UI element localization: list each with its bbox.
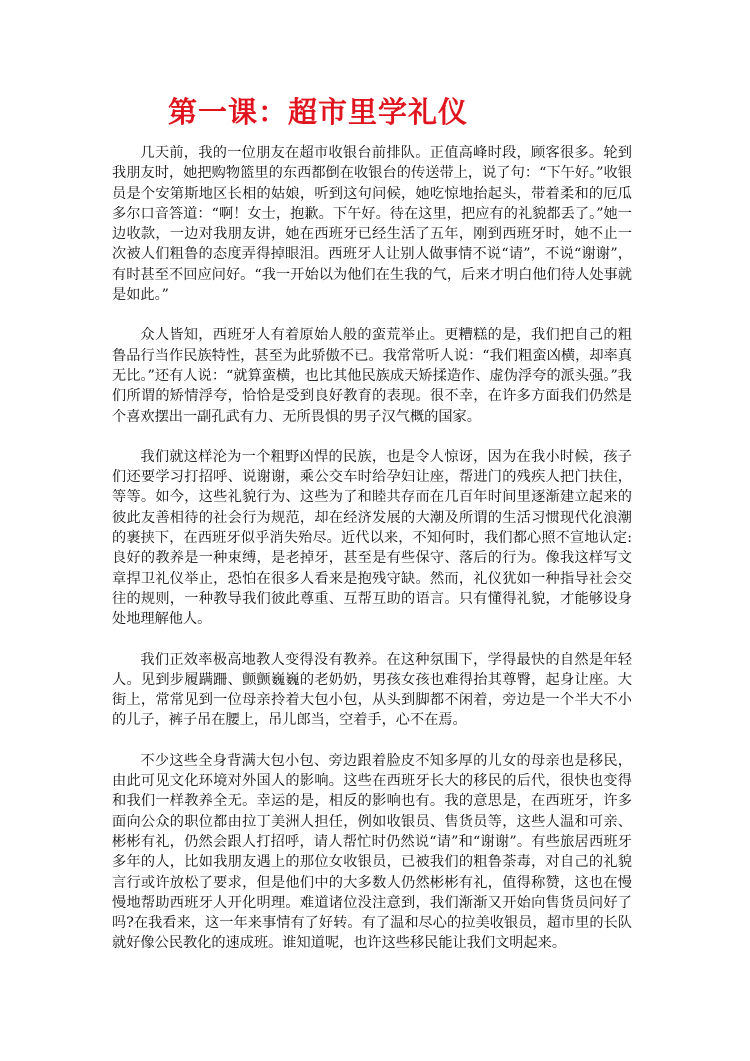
paragraph-3: 我们就这样沦为一个粗野凶悍的民族，也是令人惊讶，因为在我小时候，孩子们还要学习打招呼、说谢谢，乘公交车时给孕妇让座，帮进门的残疾人把门扶住，等等。如今，这些礼貌行为、这些为了和睦共存而在几百年时间里逐渐建立起来的彼此友善相待的社会行为规范，却在经济发展的大潮及所谓的生活习惯现代化浪潮的裹挟下，在西班牙似乎消失殆尽。近代以来，不知何时，我们都心照不宣地认定:良好的教养是一种束缚，是老掉牙，甚至是有些保守、落后的行为。像我这样写文章捍卫礼仪举止，恐怕在很多人看来是抱残守缺。然而，礼仪犹如一种指导社会交往的规则，一种教导我们彼此尊重、互帮互助的语言。只有懂得礼貌，才能够设身处地理解他人。 xyxy=(112,448,632,628)
page-title: 第一课：超市里学礼仪 xyxy=(168,95,469,129)
paragraph-1: 几天前，我的一位朋友在超市收银台前排队。正值高峰时段，顾客很多。轮到我朋友时，她把购物篮里的东西都倒在收银台的传送带上，说了句：“下午好。”收银员是个安第斯地区长相的姑娘，听到这句问候，她吃惊地抬起头，带着柔和的厄瓜多尔口音答道：“啊！女士，抱歉。下午好。待在这里，把应有的礼貌都丢了。”她一边收款，一边对我朋友讲，她在西班牙已经生活了五年，刚到西班牙时，她不止一次被人们粗鲁的态度弄得掉眼泪。西班牙人让别人做事情不说“请”，不说“谢谢”，有时甚至不回应问好。“我一开始以为他们在生我的气，后来才明白他们待人处事就是如此。” xyxy=(112,145,632,304)
paragraph-4: 我们正效率极高地教人变得没有教养。在这种氛围下，学得最快的自然是年轻人。见到步履蹒跚、颤颤巍巍的老奶奶，男孩女孩也难得抬其尊臀，起身让座。大街上，常常见到一位母亲拎着大包小包，从头到脚都不闲着，旁边是一个半大不小的儿子，裤子吊在腰上，吊儿郎当，空着手，心不在焉。 xyxy=(112,651,632,729)
article-body xyxy=(112,143,632,954)
paragraph-5: 不少这些全身背满大包小包、旁边跟着脸皮不知多厚的儿女的母亲也是移民，由此可见文化环境对外国人的影响。这些在西班牙长大的移民的后代，很快也变得和我们一样教养全无。幸运的是，相反的影响也有。我的意思是，在西班牙，许多面向公众的职位都由拉丁美洲人担任，例如收银员、售货员等，这些人温和可亲、彬彬有礼，仍然会跟人打招呼，请人帮忙时仍然说“请”和“谢谢”。有些旅居西班牙多年的人，比如我朋友遇上的那位女收银员，已被我们的粗鲁荼毒，对自己的礼貌言行或许放松了要求，但是他们中的大多数人仍然彬彬有礼，值得称赞，这也在慢慢地帮助西班牙人开化明理。难道诸位没注意到，我们渐渐又开始向售货员问好了吗?在我看来，这一年来事情有了好转。有了温和尽心的拉美收银员，超市里的长队就好像公民教化的速成班。谁知道呢，也许这些移民能让我们文明起来。 xyxy=(112,752,632,952)
paragraph-2: 众人皆知，西班牙人有着原始人般的蛮荒举止。更糟糕的是，我们把自己的粗鲁品行当作民族特性，甚至为此骄傲不已。我常常听人说：“我们粗蛮凶横，却率真无比。”还有人说：“就算蛮横，也比其他民族成天矫揉造作、虚伪浮夸的派头强。”我们所谓的矫情浮夸，恰恰是受到良好教育的表现。很不幸，在许多方面我们仍然是个喜欢摆出一副孔武有力、无所畏惧的男子汉气概的国家。 xyxy=(112,327,632,425)
